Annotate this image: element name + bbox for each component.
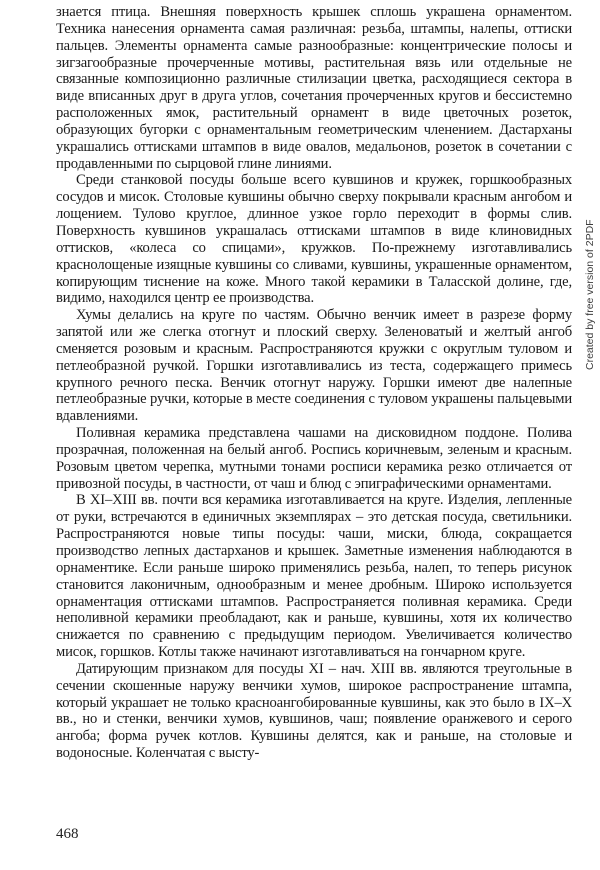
body-text (56, 4, 572, 762)
paragraph-glazed-ceramics: Поливная керамика представлена чашами на дисковидном поддоне. Полива прозрачная, положенная на белый ангоб. Роспись коричневым, зеленым и красным. Розовым цветом черепка, мутными тонами росписи керамика резко отличается от привозной посуды, в частности, от чаш и блюд с эпиграфическими орнаментами. (56, 425, 572, 492)
page-number: 468 (56, 826, 79, 842)
paragraph-dating-features: Датирующим признаком для посуды XI – нач. XIII вв. являются треугольные в сечении скошенные наружу венчики хумов, широкое распространение штампа, который украшает не только красноангобированные кувшины, как это было в IX–X вв., но и стенки, венчики хумов, кувшинов, чаш; появление оранжевого и серого ангоба; форма ручек котлов. Кувшины делятся, как и раньше, на столовые и водоносные. Коленчатая с высту- (56, 660, 572, 762)
paragraph-xi-xiii-centuries: В XI–XIII вв. почти вся керамика изготавливается на круге. Изделия, лепленные от руки, встречаются в единичных экземплярах – это детская посуда, светильники. Распространяются новые типы посуды: чаши, миски, блюда, сокращается производство лепных дастарханов и крышек. Заметные изменения наблюдаются в орнаментике. Если раньше широко применялись резьба, налеп, то теперь рисунок становится лаконичным, однообразным и менее дробным. Широко используется орнаментация оттисками штампов. Распространяется поливная керамика. Среди неполивной керамики преобладают, как и раньше, кувшины, хотя их количество снижается по сравнению с предыдущим периодом. Увеличивается количество мисок, горшков. Котлы также начинают изготавливаться на гончарном круге. (56, 492, 572, 661)
paragraph-continuation: знается птица. Внешняя поверхность крышек сплошь украшена орнаментом. Техника нанесения орнамента самая различная: резьба, штампы, налепы, оттиски пальцев. Элементы орнамента самые разнообразные: концентрические полосы и зигзагообразные прочерченные мотивы, растительная вязь или отдельные не связанные композиционно различные стилизации цветка, расходящиеся сектора в виде вписанных друг в друга углов, сочетания прочерченных кругов и бессистемно расположенных ямок, растительный орнамент в виде цветочных розеток, образующих бугорки с орнаментальным геометрическим членением. Дастарханы украшались оттисками штампов в виде овалов, медальонов, розеток в сочетании с продавленными по сырцовой глине линиями. (56, 4, 572, 172)
paragraph-vessels: Среди станковой посуды больше всего кувшинов и кружек, горшкообразных сосудов и мисок. Столовые кувшины обычно сверху покрывали красным ангобом и лощением. Тулово круглое, длинное узкое горло переходит в формы слив. Поверхность кувшинов украшалась оттисками штампов в виде клиновидных оттисков, «колеса со спицами», кружков. По-прежнему изготавливались краснолощеные изящные кувшины со сливами, кувшины, украшенные орнаментом, копирующим тиснение на коже. Много такой керамики в Таласской долине, где, видимо, находился центр ее производства. (56, 172, 572, 307)
watermark-text: Created by free version of 2PDF (584, 219, 596, 370)
paragraph-khums: Хумы делались на круге по частям. Обычно венчик имеет в разрезе форму запятой или же слегка отогнут и плоский сверху. Зеленоватый и желтый ангоб сменяется розовым и красным. Распространяются кружки с округлым туловом и петлеобразной ручкой. Горшки изготавливались из теста, содержащего примесь крупного речного песка. Венчик отогнут наружу. Горшки имеют две налепные петлеобразные ручки, которые в месте соединения с туловом украшены пальцевыми вдавлениями. (56, 307, 572, 425)
watermark (582, 100, 596, 370)
